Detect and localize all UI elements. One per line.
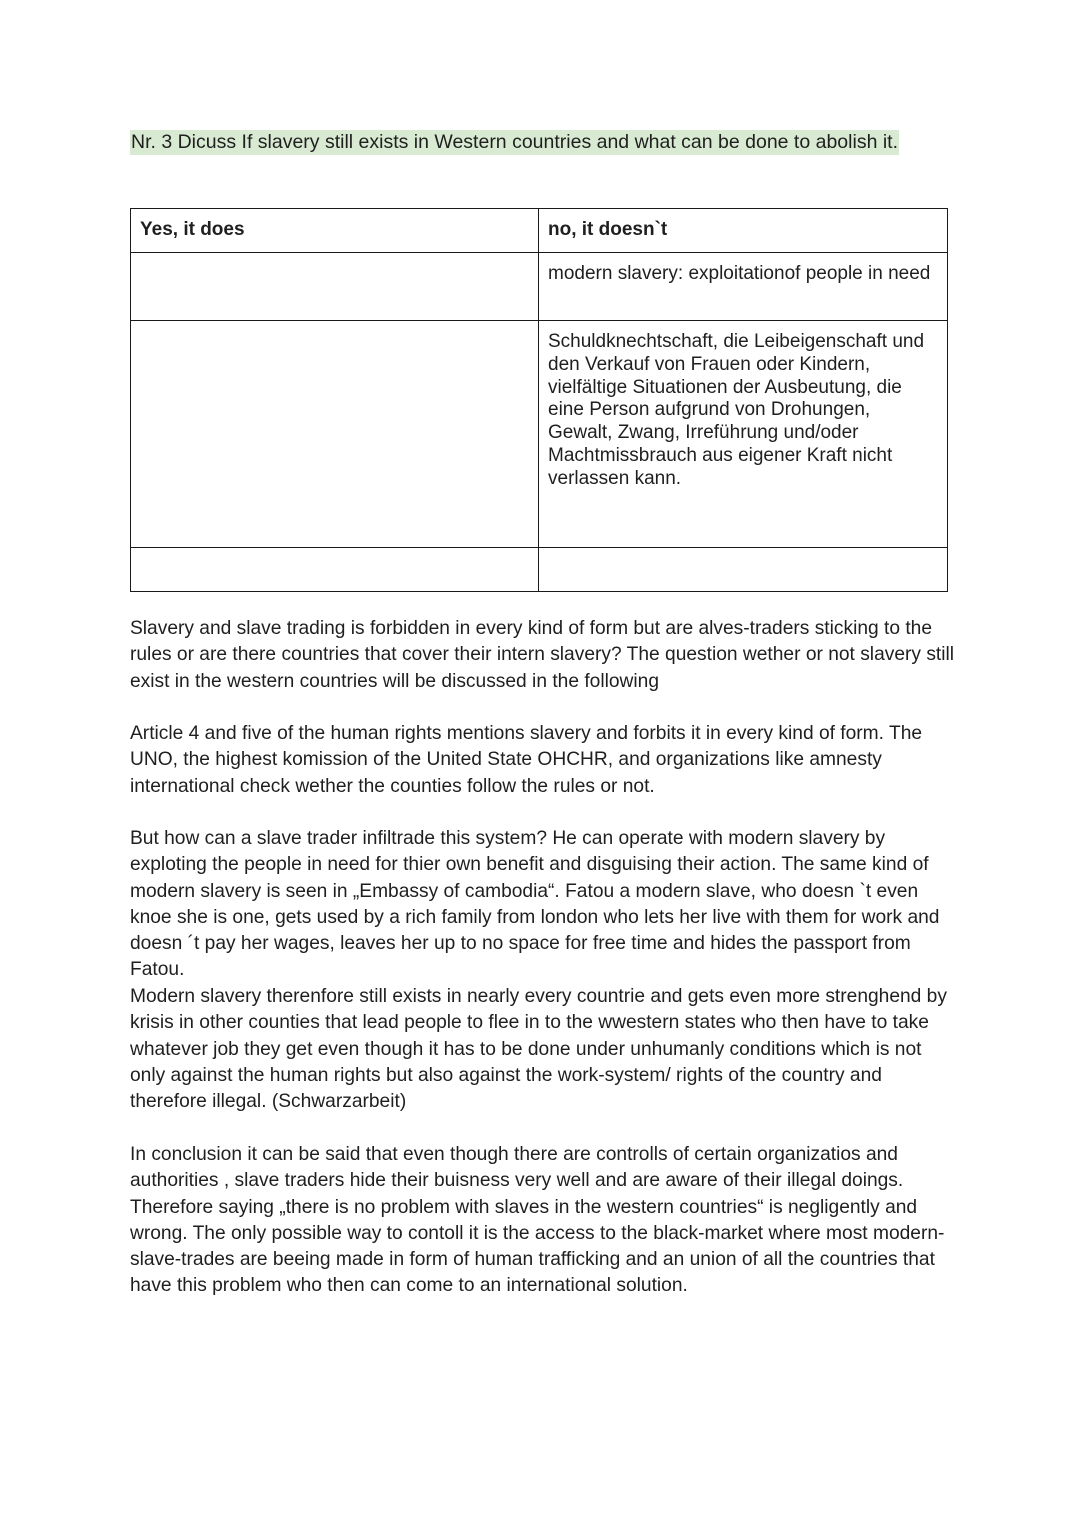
table-cell-yes <box>131 253 539 321</box>
example-paragraph: But how can a slave trader infiltrade this system? He can operate with modern slavery by exploting the people in need for thier own benefit and disguising their action. The same kind of modern slavery is seen in „Embassy of cambodia“. Fatou a modern slave, who doesn `t even knoe she is one, gets used by a rich family from london who lets her live with them for work and doesn ´t pay her wages, leaves her up to no space for free time and hides the passport from Fatou. <box>130 828 940 981</box>
modern-slavery-paragraph: Modern slavery therenfore still exists in nearly every countrie and gets even more strenghend by krisis in other counties that lead people to flee in to the wwestern states who then have to take whatever job they get even though it has to be done under unhumanly conditions which is not only against the human rights but also against the work-system/ rights of the country and therefore illegal. (Schwarzarbeit) <box>130 986 947 1113</box>
header-no: no, it doesn`t <box>539 209 948 253</box>
human-rights-paragraph: Article 4 and five of the human rights mentions slavery and forbits it in every kind of form. The UNO, the highest komission of the United State OHCHR, and organizations like amnesty international check wether the counties follow the rules or not. <box>130 723 923 797</box>
table-row <box>131 321 948 548</box>
highlighted-heading-text: Nr. 3 Dicuss If slavery still exists in Western countries and what can be done to abolish it. <box>131 131 898 153</box>
intro-paragraph: Slavery and slave trading is forbidden in every kind of form but are alves-traders sticking to the rules or are there countries that cover their intern slavery? The question wether or not slavery still exist in the western countries will be discussed in the following <box>130 618 955 692</box>
table-cell-yes <box>131 548 539 592</box>
task-heading <box>130 129 899 155</box>
table-row <box>131 548 948 592</box>
conclusion-paragraph: In conclusion it can be said that even though there are controlls of certain organizatios and authorities , slave traders hide their buisness very well and are aware of their illegal doings. Therefore saying „there is no problem with slaves in the western countries“ is negligently and wrong. The only possible way to contoll it is the access to the black-market where most modern-slave-trades are beeing made in form of human trafficking and an union of all the countries that have this problem who then can come to an international solution. <box>130 1144 945 1297</box>
pros-cons-table <box>130 208 948 592</box>
table-cell-yes <box>131 321 539 548</box>
table-cell-no: Schuldknechtschaft, die Leibeigenschaft und den Verkauf von Frauen oder Kindern, vielfältige Situationen der Ausbeutung, die eine Person aufgrund von Drohungen, Gewalt, Zwang, Irreführung und/oder Machtmissbrauch aus eigener Kraft nicht verlassen kann. <box>539 321 948 548</box>
table-cell-no: modern slavery: exploitationof people in need <box>539 253 948 321</box>
table-row <box>131 253 948 321</box>
table-cell-no <box>539 548 948 592</box>
header-yes: Yes, it does <box>131 209 539 253</box>
table-header-row <box>131 209 948 253</box>
